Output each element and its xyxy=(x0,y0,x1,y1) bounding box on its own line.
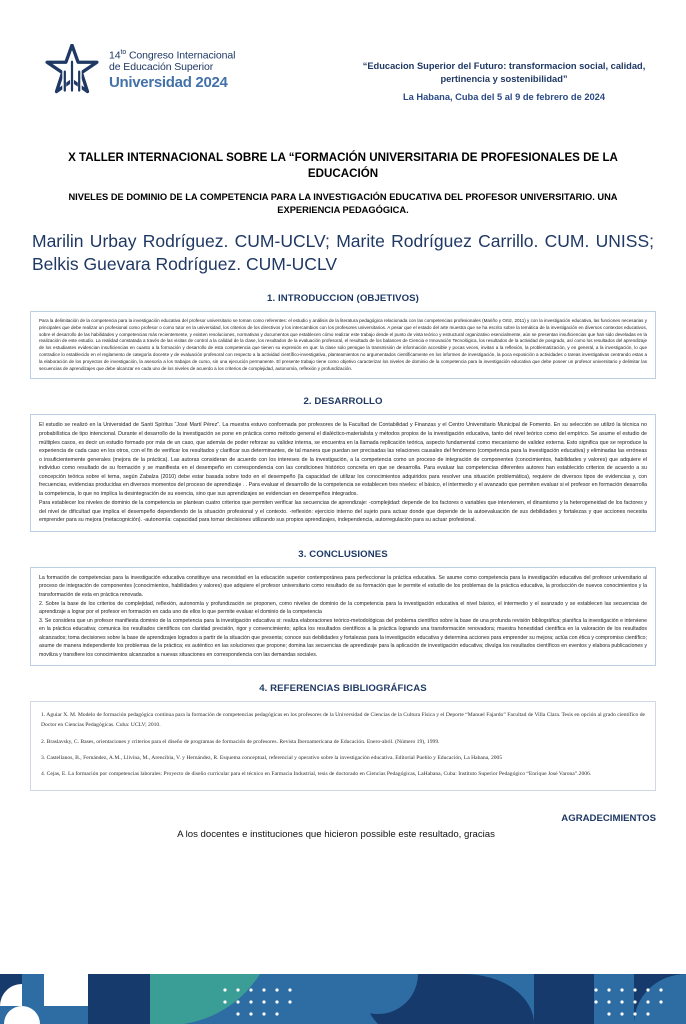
logo-edition-ordinal: to xyxy=(120,48,127,56)
logo-edition-number: 14 xyxy=(109,49,121,62)
section-introduccion xyxy=(30,293,656,380)
workshop-title: X TALLER INTERNACIONAL SOBRE LA “FORMACIÓN UNIVERSITARIA DE PROFESIONALES DE LA EDUCACIÓN xyxy=(68,151,618,180)
conclusiones-paragraph-1: La formación de competencias para la investigación educativa constituye una necesidad en la educación superior contemporánea para perfeccionar la práctica educativa. Se asume como competencia para la investigación educativa del profesor universitario al proceso de integración de componentes (conocimientos, habilidades y valores) que adquiere el profesor universitario como resultado de su formación que le permite el estudio de los problemas de la práctica educativa, la producción de nuevos conocimientos y la transformación de esta en práctica renovada. xyxy=(39,574,647,598)
reference-item: 1. Aguiar X. M. Modelo de formación pedagógica continua para la formación de competencias pedagógicas en los profesores de la Universidad de Ciencias de la Cultura Física y el Deporte “Manuel Fajardo” Facultad de Villa Clara. Tesis en opción al grado científico de Doctor en Ciencias Pedagógicas. Cuba: UCLV; 2010. xyxy=(41,712,645,729)
section-heading-referencias: 4. REFERENCIAS BIBLIOGRÁFICAS xyxy=(259,683,427,695)
star-logo-icon xyxy=(44,44,100,96)
acknowledgments xyxy=(30,813,656,840)
event-date-location: La Habana, Cuba del 5 al 9 de febrero de 2024 xyxy=(402,92,606,103)
authors-line: Marilin Urbay Rodríguez. CUM-UCLV; Marite Rodríguez Carrillo. CUM. UNISS; Belkis Guevara Rodríguez. CUM-UCLV xyxy=(32,231,654,275)
logo-line-1 xyxy=(109,49,235,62)
section-heading-conclusiones: 3. CONCLUSIONES xyxy=(298,548,388,560)
section-referencias xyxy=(30,683,656,791)
desarrollo-box xyxy=(30,414,656,531)
logo-line-2: de Educación Superior xyxy=(109,60,214,73)
referencias-box xyxy=(30,701,656,791)
reference-item: 4. Cejas, E. La formación por competencias laborales: Proyecto de diseño curricular para el técnico en Farmacia Industrial, tesis de doctorado en Ciencias Pedagógicas, LaHabana, Cuba: Instituto Superior Pedagógico “Enrique José Varona”.2006. xyxy=(41,771,592,778)
congress-logo xyxy=(44,44,344,96)
logo-line-3: Universidad 2024 xyxy=(109,73,228,91)
conclusiones-paragraph-3: 3. Se considera que un profesor manifiesta dominio de la competencia para la investigación educativa si: realiza elaboraciones teórico-metodológicas del problema científico sobre la base de una profunda revisión bibliográfica; planifica la investigación e interviene en la práctica educativa; comunica los resultados científicos con claridad precisión, rigor y convencimiento; aplica los resultados científicos a la práctica logrando una transformación renovadora; muestra honestidad científica en la valoración de los resultados alcanzados; toma decisiones sobre la base de aprendizajes logrados a partir de la situación que presenta; conoce sus debilidades y fortalezas para la investigación educativa y determina acciones para emprender su mejora; actúa con ética y compromiso científico; asume de manera independiente los problemas de la práctica; es auténtico en las soluciones que propone; domina las secuencias de aprendizaje para la aplicación de investigación educativa; divulga los resultados científicos en eventos y elabora publicaciones y moviliza y transfiere los conocimientos alcanzados a nuevas situaciones en correspondencia con las demandas sociales. xyxy=(39,617,647,658)
footer-decorative-band xyxy=(0,974,686,1024)
section-desarrollo xyxy=(30,396,656,531)
section-conclusiones xyxy=(30,549,656,666)
conclusiones-box xyxy=(30,567,656,666)
reference-item: 3. Castellanos, B., Fernández, A.M., Llivina, M., Arencibia, V. y Hernández, R. Esquema conceptual, referencial y operativo sobre la investigación educativa. Editorial Pueblo y Educación, La Habana, 2005 xyxy=(41,755,503,762)
desarrollo-paragraph-1: El estudio se realizó en la Universidad de Santi Spíritus “José Martí Pérez”. La muestra estuvo conformada por profesores de la Facultad de Contabilidad y Finanzas y el Centro Universitario Municipal de Fomento. En su selección se utilizó la técnica no probabilística de tipo intencional. Durante el desarrollo de la investigación se pone en práctica como método general el dialéctico-materialista y métodos propios de la investigación educativa, tanto del nivel teórico como del empírico. Se asume el estudio de múltiples casos, es decir un estudio formado por más de un caso, que además de poder reforzar su validez interna, se encuentra en la llamada replicación teórica, aspecto fundamental como mecanismo de validez externa. Esto significa que se reproduce la experiencia de cada caso en los otros, con el fin de verificar los resultados y clarificar sus determinantes, de tal manera que puedan ser precisadas las relaciones causales del fenómeno (competencia para la investigación educativa) y eliminadas las erróneas o insuficientemente generales (mejora de la práctica). Las autoras consideran de acuerdo con los intereses de la investigación, a la competencia como un proceso de integración de componentes (conocimientos, habilidades y valores) que adquiere el individuo como resultado de su formación y se manifiesta en el desempeño en correspondencia con las condiciones histórico concreta en que se desarrolla. Para evaluar las competencias diferentes autores han establecido criterios de acuerdo a su concepción teórica sobre el tema, según Zabalza (2010) debe estar basada sobre todo en el desempeño (la capacidad de utilizar los conocimientos adquiridos para resolver una situación problemática), requiere de diversos tipos de evidencias y, con frecuencias, evidencias producidas en diversos momentos del proceso de aprendizaje . . Para evaluar el desarrollo de la competencia se establecen tres niveles: el básico, el intermedio y el avanzado que permiten evaluar si el profesor en formación desarrolla la competencia, lo que no implica la desintegración de su esencia, sino que sus aprendizajes se evidencian en desempeños integrados. xyxy=(39,422,648,497)
introduccion-body: Para la delimitación de la competencia para la investigación educativa del profesor universitario se toman como referentes: el estudio y análisis de la literatura pedagógica relacionada con las competencias profesionales (Mariño y Ortiz, 2011) y con la investigación educativa, las funciones necesarias y principales que debe realizar un profesional como profesor o como tutor en la universidad, los criterios de los directivos y los intercambios con los profesores universitarios. A pesar que el estado del arte muestra que se ha escrito sobre la temática de la investigación en diversos contextos educativos, sobre el desarrollo de las habilidades y competencias más recientemente, y existen resoluciones, normativas y documentos que establecen cómo realizar este trabajo desde el punto de vista teórico y estructural organizativo esencialmente, aún se presentan insuficiencias que han sido develadas en la realización de este estudio. La realidad constatada a través de las visitas de control a la calidad de la clase, los resultados de la evaluación profesoral, el resultado de los balances de Ciencia e Innovación Tecnológica, los resultados de la actividad de posgrado, así como los resultados del aprendizaje de los estudiantes evidencian insuficiencias en cuanto a la formación y desarrollo de esta competencia que tienen su expresión en que: la clase solo persigue la transmisión de información accesible y pocas veces, invitan a la reflexión, la problematización, y en general, a la investigación, lo que contradice lo establecido en el reglamento de categoría docente y de evaluación profesoral con respecto a la actividad científico-investigativa, planteamientos no argumentados científicamente en los informes de investigación, la poca exposición a actividades o tareas investigativas centrando estas a la elaboración de los proyectos de investigación, la asesoría a los trabajos de curso, sin una ejecución permanente. El presente trabajo tiene como objetivo caracterizar los niveles de dominio de la competencia para la investigación educativa que debe poseer un profesor universitario y delimitar las secuencias de aprendizajes que debe alcanzar en cada uno de los niveles de acuerdo a los criterios de complejidad, autonomía, reflexión y profundización. xyxy=(39,317,647,371)
acknowledgments-title: AGRADECIMIENTOS xyxy=(561,812,656,824)
acknowledgments-text: A los docentes e instituciones que hicieron possible este resultado, gracias xyxy=(177,828,495,840)
logo-congress-text: Congreso Internacional xyxy=(126,49,236,62)
event-slogan: “Educacion Superior del Futuro: transformacion social, calidad, pertinencia y sostenibilidad” xyxy=(362,61,646,84)
conclusiones-paragraph-2: 2. Sobre la base de los criterios de complejidad, reflexión, autonomía y profundización se proponen, como niveles de dominio de la competencia para la investigación educativa el nivel básico, el intermedio y el avanzado y se establecen las secuencias de aprendizaje a lograr por el profesor en formación en cada uno de ellos lo que permite evaluar el dominio de la competencia xyxy=(39,600,647,615)
poster-header xyxy=(0,0,686,122)
introduccion-box xyxy=(30,311,656,380)
header-event-info xyxy=(344,44,664,102)
reference-item: 2. Braslavsky, C. Bases, orientaciones y criterios para el diseño de programas de formación de profesores. Revista Iberoamericana de Educación. Enero-abril. (Número 19), 1999. xyxy=(41,738,440,745)
section-heading-desarrollo: 2. DESARROLLO xyxy=(303,396,383,408)
desarrollo-paragraph-2: Para establecer los niveles de dominio de la competencia se plantean cuatro criterios que permiten verificar las secuencias de aprendizaje: -complejidad: depende de los factores o variables que intervienen, el dinamismo y la heterogeneidad de los factores y del nivel de dificultad que implica el desempeño dependiendo de la situación profesional y el contexto. -reflexión: ejercicio interno del sujeto para actuar donde que depende de la autoevaluación de sus debilidades y fortalezas y que acciones necesita emprender para su mejora (metacognición). -autonomía: capacidad para tomar decisiones utilizando sus propios aprendizajes, independencia, autorregulación para su actuar profesional. xyxy=(39,500,647,524)
paper-title: NIVELES DE DOMINIO DE LA COMPETENCIA PARA LA INVESTIGACIÓN EDUCATIVA DEL PROFESOR UNIVERSITARIO. UNA EXPERIENCIA PEDAGÓGICA. xyxy=(68,192,618,215)
section-heading-introduccion: 1. INTRODUCCION (OBJETIVOS) xyxy=(267,292,419,304)
logo-wordmark xyxy=(109,49,235,92)
